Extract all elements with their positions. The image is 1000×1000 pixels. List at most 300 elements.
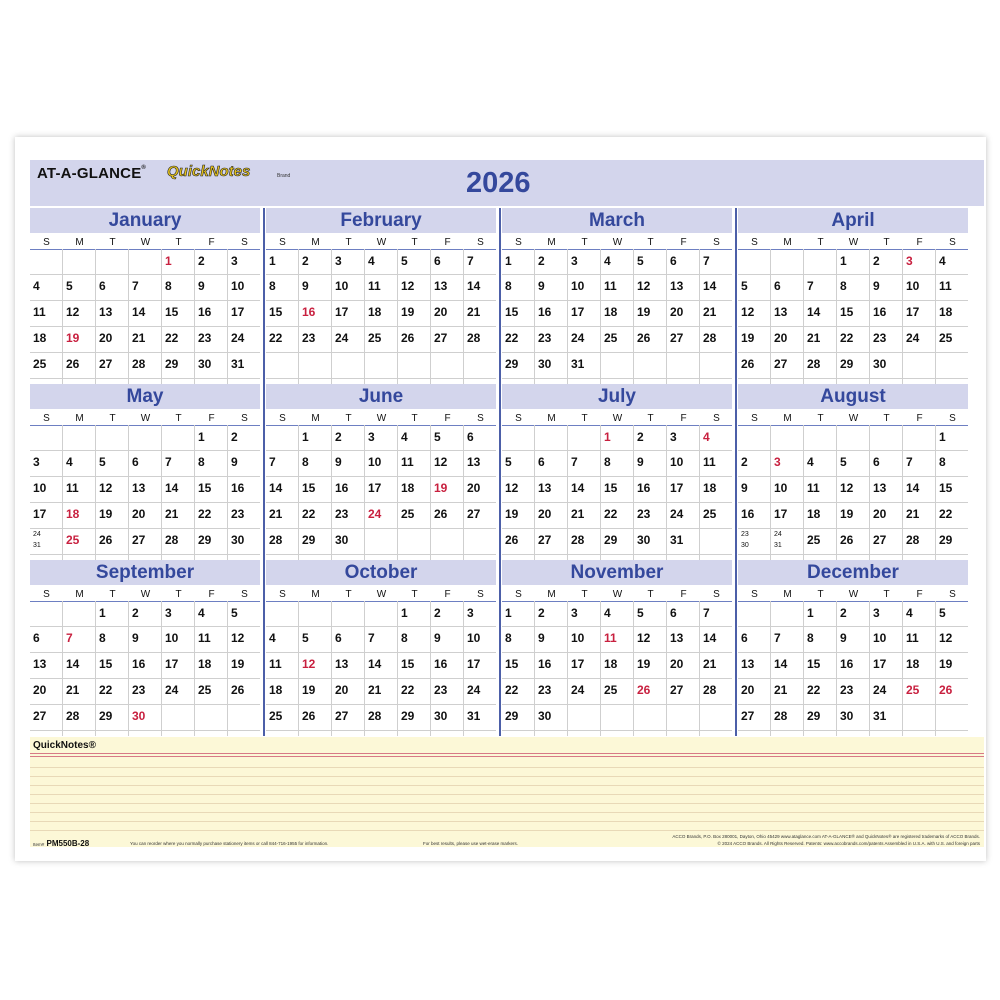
day-cell: 3 (571, 254, 578, 268)
weekday-header: F (680, 589, 687, 600)
day-cell: 26 (840, 533, 854, 547)
day-cell: 19 (637, 657, 651, 671)
day-cell: 7 (132, 279, 139, 293)
day-cell: 24 (165, 683, 179, 697)
weekday-header: F (916, 237, 923, 248)
weekday-header: F (916, 589, 923, 600)
day-cell: 1 (939, 430, 946, 444)
day-cell: 28 (703, 683, 717, 697)
day-cell: 29 (840, 357, 854, 371)
weekday-header: T (175, 413, 182, 424)
day-cell: 16 (198, 305, 212, 319)
day-cell: 20 (741, 683, 755, 697)
day-cell: 18 (939, 305, 953, 319)
day-cell: 8 (505, 631, 512, 645)
notes-red-line (30, 756, 984, 757)
day-cell: 2 (637, 430, 644, 444)
day-cell: 8 (807, 631, 814, 645)
day-cell: 19 (66, 331, 80, 345)
day-cell: 14 (368, 657, 382, 671)
grid-row-line (30, 352, 260, 353)
weekday-header: T (345, 237, 352, 248)
day-cell: 6 (774, 279, 781, 293)
grid-row-line (502, 502, 732, 503)
grid-row-line (30, 528, 260, 529)
day-cell: 19 (231, 657, 245, 671)
day-cell: 22 (505, 683, 519, 697)
day-cell: 6 (132, 455, 139, 469)
weekday-header: S (477, 237, 484, 248)
day-cell: 30 (840, 709, 854, 723)
day-cell: 8 (269, 279, 276, 293)
weekday-header: W (612, 413, 623, 424)
day-cell: 19 (99, 507, 113, 521)
day-cell: 3 (368, 430, 375, 444)
grid-row-line (502, 730, 732, 731)
weekday-header: W (848, 413, 859, 424)
day-cell: 15 (269, 305, 283, 319)
day-cell: 29 (505, 357, 519, 371)
grid-row-line (30, 476, 260, 477)
grid-row-line (738, 704, 968, 705)
day-cell: 16 (538, 305, 552, 319)
day-cell: 9 (434, 631, 441, 645)
grid-row-line (266, 476, 496, 477)
month-title: October (266, 560, 496, 585)
grid-row-line (266, 730, 496, 731)
grid-row-line (502, 626, 732, 627)
day-cell: 19 (637, 305, 651, 319)
day-cell: 21 (703, 657, 717, 671)
weekday-header: W (140, 237, 151, 248)
weekday-header: S (279, 413, 286, 424)
day-cell: 27 (873, 533, 887, 547)
day-cell: 28 (165, 533, 179, 547)
day-cell: 9 (637, 455, 644, 469)
day-cell: 16 (741, 507, 755, 521)
column-divider (263, 384, 265, 560)
day-cell: 2 (538, 606, 545, 620)
day-cell: 23 (873, 331, 887, 345)
day-cell: 3 (231, 254, 238, 268)
day-cell: 17 (335, 305, 349, 319)
weekday-header: S (43, 589, 50, 600)
day-cell: 13 (670, 631, 684, 645)
day-cell: 8 (604, 455, 611, 469)
grid-row-line (502, 601, 732, 602)
grid-row-line (502, 554, 732, 555)
day-cell: 23 (231, 507, 245, 521)
grid-row-line (30, 601, 260, 602)
day-cell: 19 (401, 305, 415, 319)
day-cell: 21 (703, 305, 717, 319)
day-cell: 4 (604, 254, 611, 268)
day-cell: 23 (132, 683, 146, 697)
weekday-header: T (411, 413, 418, 424)
day-cell: 15 (198, 481, 212, 495)
day-cell: 6 (670, 254, 677, 268)
weekday-header: S (477, 589, 484, 600)
day-cell: 11 (906, 631, 919, 645)
day-cell: 25 (604, 331, 618, 345)
day-cell: 30 (335, 533, 349, 547)
day-cell: 24 (467, 683, 481, 697)
grid-row-line (266, 425, 496, 426)
day-cell: 23 (741, 531, 749, 538)
weekday-header: S (241, 589, 248, 600)
day-cell: 29 (165, 357, 179, 371)
day-cell: 26 (231, 683, 245, 697)
day-cell: 17 (467, 657, 481, 671)
day-cell: 26 (505, 533, 519, 547)
weekday-header: M (547, 237, 556, 248)
notes-line (30, 785, 984, 786)
weekday-header: T (883, 413, 890, 424)
grid-row-line (266, 352, 496, 353)
weekday-header: M (547, 589, 556, 600)
day-cell: 20 (873, 507, 887, 521)
day-cell: 31 (670, 533, 684, 547)
day-cell: 2 (873, 254, 880, 268)
grid-row-line (502, 704, 732, 705)
product-code: Item# PM550B-28 (33, 839, 90, 848)
day-cell: 29 (807, 709, 821, 723)
day-cell: 1 (198, 430, 205, 444)
day-cell: 5 (505, 455, 512, 469)
day-cell: 27 (741, 709, 755, 723)
weekday-header: F (680, 237, 687, 248)
day-cell: 28 (467, 331, 481, 345)
day-cell: 11 (703, 455, 716, 469)
day-cell: 24 (368, 507, 382, 521)
day-cell: 24 (33, 531, 41, 538)
grid-row-line (738, 528, 968, 529)
weekday-header: S (43, 413, 50, 424)
day-cell: 22 (165, 331, 179, 345)
day-cell: 30 (434, 709, 448, 723)
weekday-header: S (713, 589, 720, 600)
day-cell: 13 (335, 657, 349, 671)
grid-row-line (738, 476, 968, 477)
day-cell: 3 (165, 606, 172, 620)
day-cell: 26 (939, 683, 953, 697)
weekday-header: F (680, 413, 687, 424)
weekday-header: T (647, 413, 654, 424)
day-cell: 31 (774, 542, 782, 549)
brand-logo: AT-A-GLANCE® (37, 165, 147, 182)
day-cell: 18 (368, 305, 382, 319)
day-cell: 4 (33, 279, 40, 293)
day-cell: 19 (505, 507, 519, 521)
day-cell: 20 (335, 683, 349, 697)
day-cell: 4 (368, 254, 375, 268)
grid-row-line (266, 300, 496, 301)
day-cell: 14 (703, 279, 717, 293)
month-title: May (30, 384, 260, 409)
weekday-header: T (883, 589, 890, 600)
day-cell: 5 (637, 606, 644, 620)
day-cell: 17 (774, 507, 788, 521)
grid-row-line (502, 476, 732, 477)
weekday-header: M (311, 589, 320, 600)
weekday-header: M (75, 589, 84, 600)
day-cell: 29 (198, 533, 212, 547)
grid-row-line (30, 425, 260, 426)
quicknotes-logo: QuickNotes (167, 163, 251, 180)
day-cell: 24 (571, 683, 585, 697)
day-cell: 28 (774, 709, 788, 723)
day-cell: 24 (335, 331, 349, 345)
day-cell: 6 (741, 631, 748, 645)
month-march (502, 208, 732, 384)
day-cell: 23 (538, 683, 552, 697)
month-june (266, 384, 496, 560)
month-july (502, 384, 732, 560)
day-cell: 21 (807, 331, 821, 345)
weekday-header: F (208, 237, 215, 248)
notes-line (30, 767, 984, 768)
day-cell: 3 (571, 606, 578, 620)
day-cell: 27 (670, 331, 684, 345)
day-cell: 9 (873, 279, 880, 293)
day-cell: 2 (741, 455, 748, 469)
grid-row-line (502, 326, 732, 327)
grid-row-line (502, 378, 732, 379)
day-cell: 17 (906, 305, 920, 319)
weekday-header: T (411, 237, 418, 248)
notes-line (30, 812, 984, 813)
day-cell: 14 (269, 481, 283, 495)
day-cell: 20 (434, 305, 448, 319)
day-cell: 25 (368, 331, 382, 345)
day-cell: 29 (401, 709, 415, 723)
grid-row-line (30, 502, 260, 503)
day-cell: 7 (703, 606, 710, 620)
day-cell: 10 (165, 631, 179, 645)
day-cell: 10 (873, 631, 887, 645)
day-cell: 24 (774, 531, 782, 538)
weekday-header: T (109, 237, 116, 248)
month-september (30, 560, 260, 736)
weekday-header: F (444, 413, 451, 424)
weekday-header: W (140, 589, 151, 600)
day-cell: 16 (434, 657, 448, 671)
day-cell: 22 (198, 507, 212, 521)
day-cell: 31 (873, 709, 887, 723)
column-divider (499, 208, 501, 384)
day-cell: 24 (231, 331, 245, 345)
month-title: April (738, 208, 968, 233)
day-cell: 30 (538, 709, 552, 723)
notes-line (30, 803, 984, 804)
grid-row-line (30, 300, 260, 301)
day-cell: 24 (873, 683, 887, 697)
day-cell: 5 (302, 631, 309, 645)
day-cell: 15 (505, 657, 519, 671)
day-cell: 13 (467, 455, 481, 469)
day-cell: 27 (774, 357, 788, 371)
column-divider (735, 208, 737, 384)
weekday-header: T (581, 589, 588, 600)
day-cell: 25 (807, 533, 821, 547)
day-cell: 6 (538, 455, 545, 469)
weekday-header: S (515, 237, 522, 248)
day-cell: 21 (571, 507, 585, 521)
weekday-header: S (949, 413, 956, 424)
weekday-header: S (43, 237, 50, 248)
weekday-header: S (241, 413, 248, 424)
weekday-header: M (783, 237, 792, 248)
day-cell: 5 (840, 455, 847, 469)
day-cell: 17 (571, 305, 585, 319)
weekday-header: S (949, 237, 956, 248)
grid-row-line (30, 378, 260, 379)
notes-line (30, 821, 984, 822)
day-cell: 5 (231, 606, 238, 620)
day-cell: 11 (807, 481, 820, 495)
month-title: November (502, 560, 732, 585)
weekday-header: W (376, 589, 387, 600)
weekday-header: T (817, 413, 824, 424)
weekday-header: W (140, 413, 151, 424)
day-cell: 2 (840, 606, 847, 620)
day-cell: 12 (401, 279, 415, 293)
day-cell: 11 (939, 279, 952, 293)
notes-red-line (30, 753, 984, 754)
grid-row-line (738, 502, 968, 503)
weekday-header: T (345, 413, 352, 424)
day-cell: 18 (198, 657, 212, 671)
grid-row-line (738, 249, 968, 250)
day-cell: 11 (269, 657, 282, 671)
quicknotes-logo-sub: Brand (277, 173, 291, 179)
day-cell: 31 (33, 542, 41, 549)
grid-row-line (30, 554, 260, 555)
month-november (502, 560, 732, 736)
grid-row-line (266, 678, 496, 679)
weekday-header: M (75, 413, 84, 424)
day-cell: 21 (269, 507, 283, 521)
day-cell: 16 (335, 481, 349, 495)
day-cell: 28 (807, 357, 821, 371)
day-cell: 12 (66, 305, 80, 319)
day-cell: 13 (538, 481, 552, 495)
day-cell: 4 (807, 455, 814, 469)
weekday-header: S (713, 237, 720, 248)
day-cell: 14 (165, 481, 179, 495)
day-cell: 13 (99, 305, 113, 319)
day-cell: 5 (434, 430, 441, 444)
day-cell: 5 (66, 279, 73, 293)
grid-row-line (266, 249, 496, 250)
day-cell: 30 (231, 533, 245, 547)
grid-row-line (30, 326, 260, 327)
day-cell: 31 (571, 357, 585, 371)
day-cell: 12 (302, 657, 316, 671)
day-cell: 15 (604, 481, 618, 495)
day-cell: 22 (604, 507, 618, 521)
day-cell: 17 (231, 305, 245, 319)
day-cell: 26 (637, 331, 651, 345)
grid-row-line (738, 300, 968, 301)
grid-row-line (738, 450, 968, 451)
day-cell: 8 (401, 631, 408, 645)
day-cell: 6 (467, 430, 474, 444)
day-cell: 15 (840, 305, 854, 319)
weekday-header: S (751, 413, 758, 424)
day-cell: 16 (132, 657, 146, 671)
day-cell: 26 (401, 331, 415, 345)
day-cell: 26 (741, 357, 755, 371)
day-cell: 18 (604, 657, 618, 671)
day-cell: 5 (99, 455, 106, 469)
day-cell: 13 (132, 481, 146, 495)
month-title: January (30, 208, 260, 233)
day-cell: 18 (906, 657, 920, 671)
day-cell: 30 (637, 533, 651, 547)
day-cell: 2 (538, 254, 545, 268)
day-cell: 27 (434, 331, 448, 345)
day-cell: 3 (335, 254, 342, 268)
day-cell: 8 (840, 279, 847, 293)
day-cell: 2 (302, 254, 309, 268)
grid-row-line (738, 678, 968, 679)
day-cell: 29 (505, 709, 519, 723)
grid-row-line (502, 249, 732, 250)
weekday-header: W (376, 237, 387, 248)
day-cell: 15 (99, 657, 113, 671)
grid-row-line (30, 249, 260, 250)
day-cell: 16 (231, 481, 245, 495)
weekday-header: M (783, 413, 792, 424)
day-cell: 8 (302, 455, 309, 469)
weekday-header: S (751, 589, 758, 600)
column-divider (735, 384, 737, 560)
day-cell: 3 (906, 254, 913, 268)
day-cell: 8 (165, 279, 172, 293)
day-cell: 6 (873, 455, 880, 469)
day-cell: 28 (571, 533, 585, 547)
day-cell: 14 (703, 631, 717, 645)
weekday-header: T (109, 413, 116, 424)
day-cell: 23 (302, 331, 316, 345)
day-cell: 7 (571, 455, 578, 469)
grid-row-line (738, 601, 968, 602)
day-cell: 6 (335, 631, 342, 645)
day-cell: 29 (604, 533, 618, 547)
weekday-header: S (713, 413, 720, 424)
day-cell: 1 (505, 606, 512, 620)
day-cell: 18 (703, 481, 717, 495)
day-cell: 10 (571, 631, 585, 645)
weekday-header: T (581, 237, 588, 248)
weekday-header: M (311, 237, 320, 248)
day-cell: 26 (99, 533, 113, 547)
day-cell: 24 (906, 331, 920, 345)
month-title: March (502, 208, 732, 233)
day-cell: 22 (840, 331, 854, 345)
weekday-header: M (75, 237, 84, 248)
day-cell: 20 (670, 305, 684, 319)
day-cell: 18 (604, 305, 618, 319)
day-cell: 11 (66, 481, 79, 495)
grid-row-line (738, 730, 968, 731)
day-cell: 30 (873, 357, 887, 371)
month-title: August (738, 384, 968, 409)
day-cell: 1 (165, 254, 172, 268)
grid-row-line (266, 554, 496, 555)
grid-row-line (502, 274, 732, 275)
